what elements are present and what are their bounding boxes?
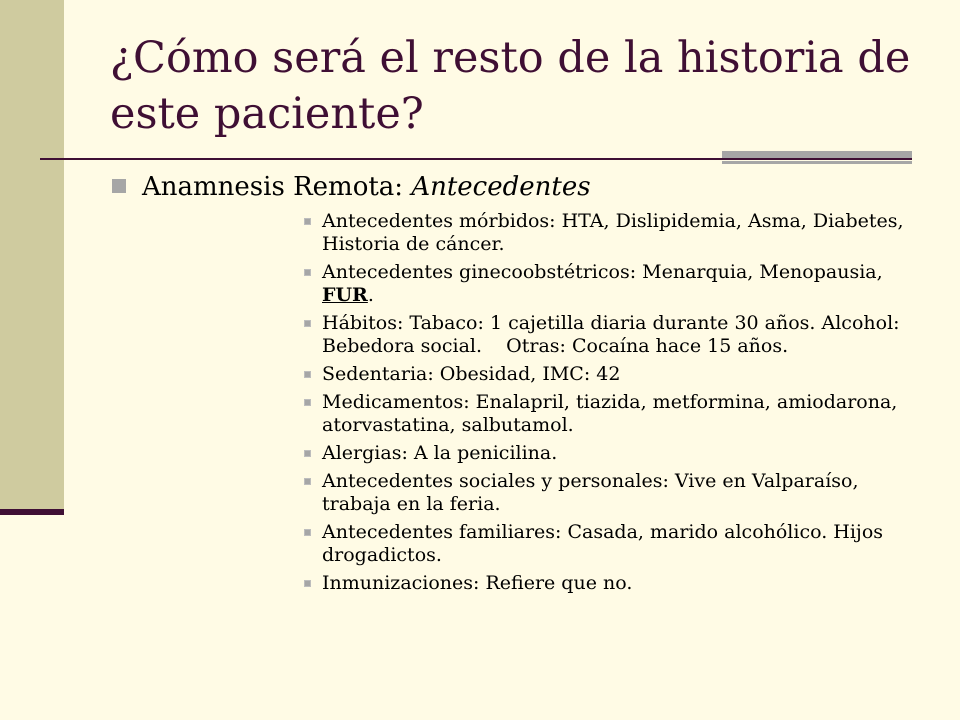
item-text: Inmunizaciones: Refiere que no. — [322, 572, 633, 594]
square-bullet-icon — [112, 179, 126, 193]
square-bullet-icon — [304, 320, 311, 327]
title-accent-bar-thin — [722, 161, 912, 164]
section-label-italic: Antecedentes — [411, 172, 591, 202]
square-bullet-icon — [304, 580, 311, 587]
title-accent-bar — [722, 151, 912, 158]
list-item — [304, 572, 904, 595]
item-text: Sedentaria: Obesidad, IMC: 42 — [322, 363, 621, 385]
title-underline — [40, 158, 912, 160]
square-bullet-icon — [304, 450, 311, 457]
section-heading — [112, 170, 591, 204]
list-item — [304, 261, 904, 307]
section-label: Anamnesis Remota: — [142, 172, 412, 202]
sidebar-decoration — [0, 0, 64, 512]
square-bullet-icon — [304, 478, 311, 485]
item-text: Antecedentes ginecoobstétricos: Menarquia, Menopausia, — [322, 261, 883, 283]
sidebar-accent-line — [0, 509, 64, 515]
list-item — [304, 470, 904, 516]
list-item — [304, 210, 904, 256]
item-text: Antecedentes familiares: Casada, marido alcohólico. Hijos drogadictos. — [322, 521, 884, 566]
item-text: Antecedentes mórbidos: HTA, Dislipidemia, Asma, Diabetes, Historia de cáncer. — [322, 210, 904, 255]
item-text: Alergias: A la penicilina. — [322, 442, 558, 464]
square-bullet-icon — [304, 371, 311, 378]
square-bullet-icon — [304, 529, 311, 536]
square-bullet-icon — [304, 399, 311, 406]
item-text: Hábitos: Tabaco: 1 cajetilla diaria durante 30 años. Alcohol: Bebedora social. Otras: Cocaína hace 15 años. — [322, 312, 906, 357]
antecedentes-list — [304, 210, 904, 600]
list-item — [304, 521, 904, 567]
fur-emphasis: FUR — [322, 284, 368, 306]
item-text: Medicamentos: Enalapril, tiazida, metformina, amiodarona, atorvastatina, salbutamol. — [322, 391, 898, 436]
list-item — [304, 363, 904, 386]
slide-title: ¿Cómo será el resto de la historia de este paciente? — [110, 33, 911, 139]
list-item — [304, 391, 904, 437]
list-item — [304, 442, 904, 465]
item-text: Antecedentes sociales y personales: Vive en Valparaíso, trabaja en la feria. — [322, 470, 859, 515]
square-bullet-icon — [304, 269, 311, 276]
item-text-end: . — [367, 284, 374, 306]
list-item — [304, 312, 904, 358]
square-bullet-icon — [304, 218, 311, 225]
